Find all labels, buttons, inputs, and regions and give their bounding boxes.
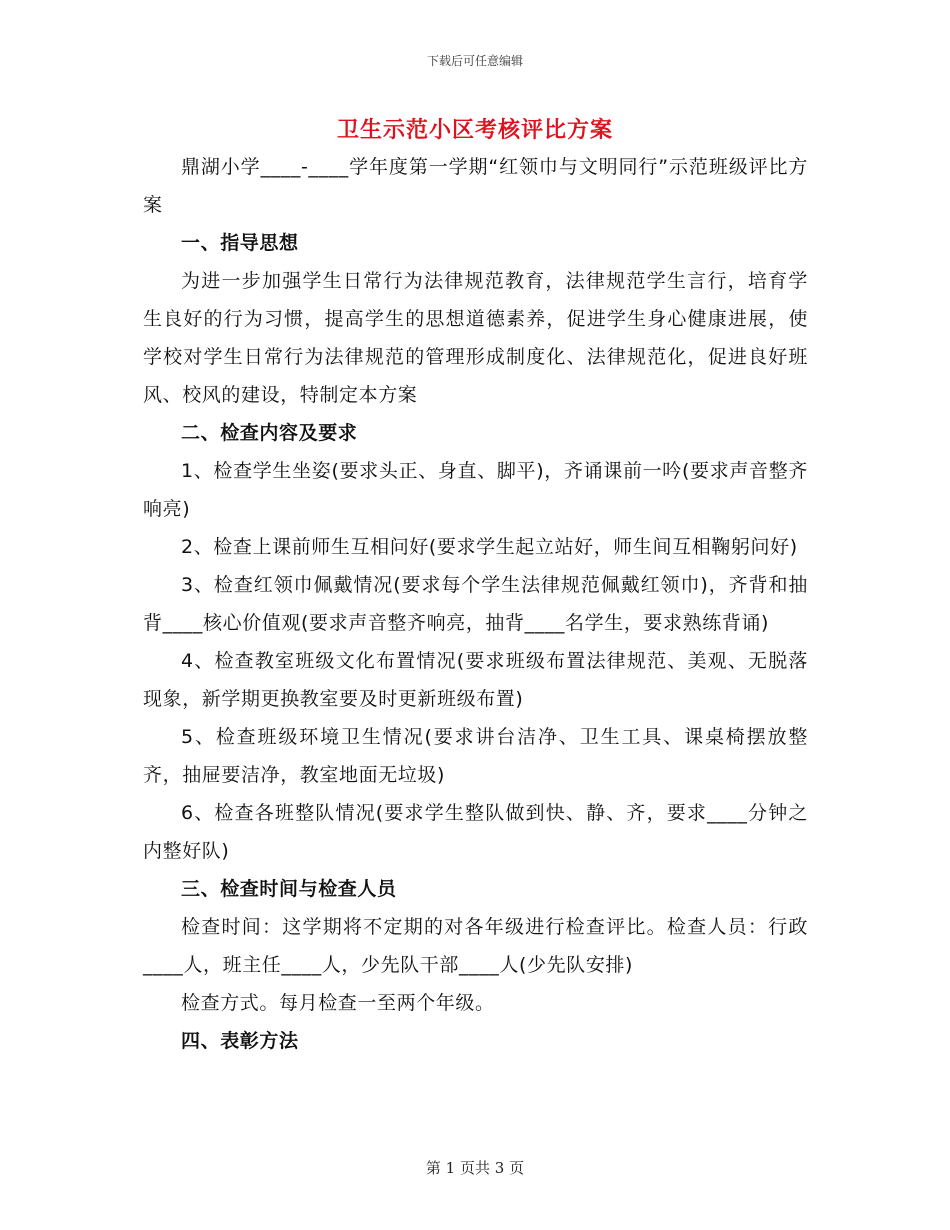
section1-heading: 一、指导思想	[181, 232, 299, 254]
document-body	[143, 148, 808, 1060]
section3-heading: 三、检查时间与检查人员	[181, 878, 397, 900]
section2-item: 5、检查班级环境卫生情况(要求讲台洁净、卫生工具、课桌椅摆放整齐，抽屉要洁净，教室地面无垃圾)	[143, 726, 808, 786]
section2-item: 6、检查各班整队情况(要求学生整队做到快、静、齐，要求____分钟之内整好队)	[143, 802, 808, 862]
section1-paragraph: 为进一步加强学生日常行为法律规范教育，法律规范学生言行，培育学生良好的行为习惯，提高学生的思想道德素养，促进学生身心健康进展，使学校对学生日常行为法律规范的管理形成制度化、法律规范化，促进良好班风、校风的建设，特制定本方案	[143, 270, 808, 406]
section2-heading: 二、检查内容及要求	[181, 422, 358, 444]
section4-heading: 四、表彰方法	[181, 1030, 299, 1052]
intro-paragraph: 鼎湖小学____-____学年度第一学期“红领巾与文明同行”示范班级评比方案	[143, 156, 808, 216]
section2-item: 1、检查学生坐姿(要求头正、身直、脚平)，齐诵课前一吟(要求声音整齐响亮)	[143, 460, 808, 520]
document-title: 卫生示范小区考核评比方案	[336, 118, 613, 143]
section2-item: 4、检查教室班级文化布置情况(要求班级布置法律规范、美观、无脱落现象，新学期更换教室要及时更新班级布置)	[143, 650, 808, 710]
section2-item: 3、检查红领巾佩戴情况(要求每个学生法律规范佩戴红领巾)，齐背和抽背____核心价值观(要求声音整齐响亮，抽背____名学生，要求熟练背诵)	[143, 574, 808, 634]
header-note: 下载后可任意编辑	[426, 54, 523, 68]
section3-method: 检查方式。每月检查一至两个年级。	[181, 992, 495, 1014]
page-footer: 第 1 页共 3 页	[425, 1159, 525, 1177]
section3-paragraph: 检查时间：这学期将不定期的对各年级进行检查评比。检查人员：行政____人，班主任____人，少先队干部____人(少先队安排)	[143, 916, 808, 976]
section2-item: 2、检查上课前师生互相问好(要求学生起立站好，师生间互相鞠躬问好)	[181, 536, 798, 558]
